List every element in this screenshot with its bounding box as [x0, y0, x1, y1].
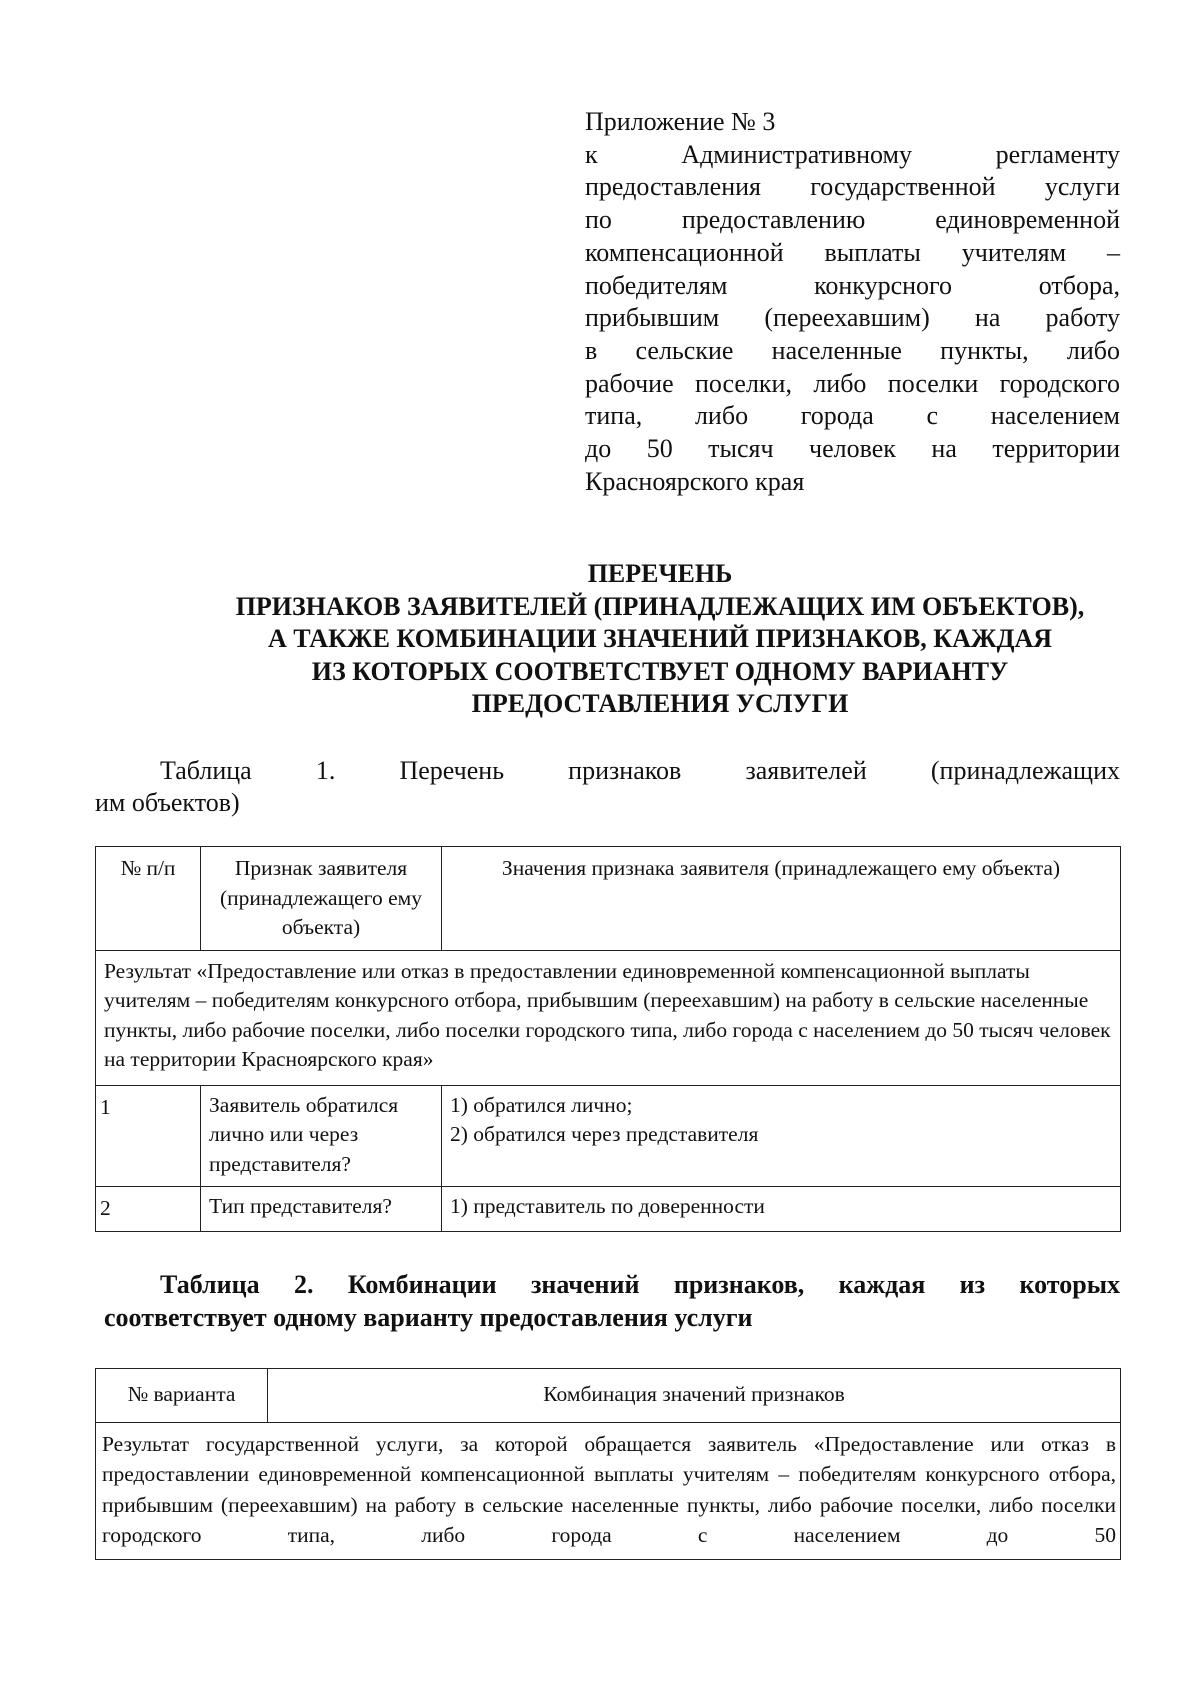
table2-header-row	[96, 1369, 1121, 1423]
appendix-line: к Административному регламенту	[585, 139, 1120, 169]
table2-result-row	[96, 1422, 1121, 1559]
table-row	[96, 1187, 1121, 1232]
table2-header-combination: Комбинация значений признаков	[268, 1369, 1121, 1423]
table2-caption	[104, 1268, 1120, 1334]
appendix-line: типа, либо города с населением	[585, 401, 1120, 431]
table2-result-cell: Результат государственной услуги, за которой обращается заявитель «Предоставление или отказ в предоставлении единовременной компенсационной выплаты учителям – победителям конкурсного отбора, прибывшим (переехавшим) на работу в сельские населенные пункты, либо рабочие поселки, либо поселки городского типа, либо города с населением до 50	[96, 1422, 1121, 1559]
table1-row-attribute: Заявитель обратился лично или через представителя?	[201, 1085, 442, 1187]
table1-row-value: 2) обратился через представителя	[450, 1122, 759, 1146]
table1-row-attribute: Тип представителя?	[201, 1187, 442, 1232]
table1-caption	[95, 755, 1120, 819]
heading-line: ПРИЗНАКОВ ЗАЯВИТЕЛЕЙ (ПРИНАДЛЕЖАЩИХ ИМ ОБЪЕКТОВ),	[235, 591, 1085, 621]
table2-header-variant: № варианта	[96, 1369, 268, 1423]
appendix-line: до 50 тысяч человек на территории	[585, 434, 1120, 464]
heading-line: А ТАКЖЕ КОМБИНАЦИИ ЗНАЧЕНИЙ ПРИЗНАКОВ, КАЖДАЯ	[267, 624, 1053, 653]
table1-row-value: 1) обратился лично;	[450, 1092, 633, 1117]
table1-caption-line: им объектов)	[95, 788, 240, 817]
table1	[95, 846, 1121, 1232]
appendix-line: в сельские населенные пункты, либо	[585, 335, 1120, 365]
table1-header-row	[96, 847, 1121, 951]
appendix-line: компенсационной выплаты учителям –	[585, 237, 1120, 267]
table1-header-num: № п/п	[96, 847, 201, 951]
heading-line: ПРЕДОСТАВЛЕНИЯ УСЛУГИ	[471, 689, 849, 718]
document-heading	[100, 558, 1200, 721]
table1-row-num: 2	[96, 1187, 201, 1232]
table1-header-values: Значения признака заявителя (принадлежащего ему объекта)	[442, 847, 1121, 951]
table1-caption-line: Таблица 1. Перечень признаков заявителей (принадлежащих	[160, 756, 1120, 785]
table2-caption-line: соответствует одному варианту предоставления услуги	[104, 1303, 753, 1332]
appendix-block	[585, 106, 1120, 498]
table1-result-row	[96, 950, 1121, 1085]
table1-row-values	[442, 1187, 1121, 1232]
table2	[95, 1368, 1121, 1560]
appendix-line: рабочие поселки, либо поселки городского	[585, 368, 1120, 398]
table1-row-num: 1	[96, 1085, 201, 1187]
table1-result-cell: Результат «Предоставление или отказ в предоставлении единовременной компенсационной выплаты учителям – победителям конкурсного отбора, прибывшим (переехавшим) на работу в сельские населенные пункты, либо рабочие поселки, либо поселки городского типа, либо города с населением до 50 тысяч человек на территории Красноярского края»	[96, 950, 1121, 1085]
table1-row-values	[442, 1085, 1121, 1187]
heading-line: ПЕРЕЧЕНЬ	[587, 559, 733, 588]
appendix-line: по предоставлению единовременной	[585, 205, 1120, 235]
appendix-line: Красноярского края	[585, 466, 805, 496]
table2-caption-line: Таблица 2. Комбинации значений признаков, каждая из которых	[160, 1270, 1120, 1299]
appendix-line: прибывшим (переехавшим) на работу	[585, 303, 1120, 333]
table-row	[96, 1085, 1121, 1187]
heading-line: ИЗ КОТОРЫХ СООТВЕТСТВУЕТ ОДНОМУ ВАРИАНТУ	[311, 656, 1009, 686]
appendix-line: победителям конкурсного отбора,	[585, 270, 1120, 300]
table1-row-value: 1) представитель по доверенности	[450, 1194, 765, 1218]
appendix-line: предоставления государственной услуги	[585, 172, 1120, 202]
table1-header-attribute: Признак заявителя (принадлежащего ему объекта)	[201, 847, 442, 951]
appendix-title: Приложение № 3	[585, 107, 776, 136]
